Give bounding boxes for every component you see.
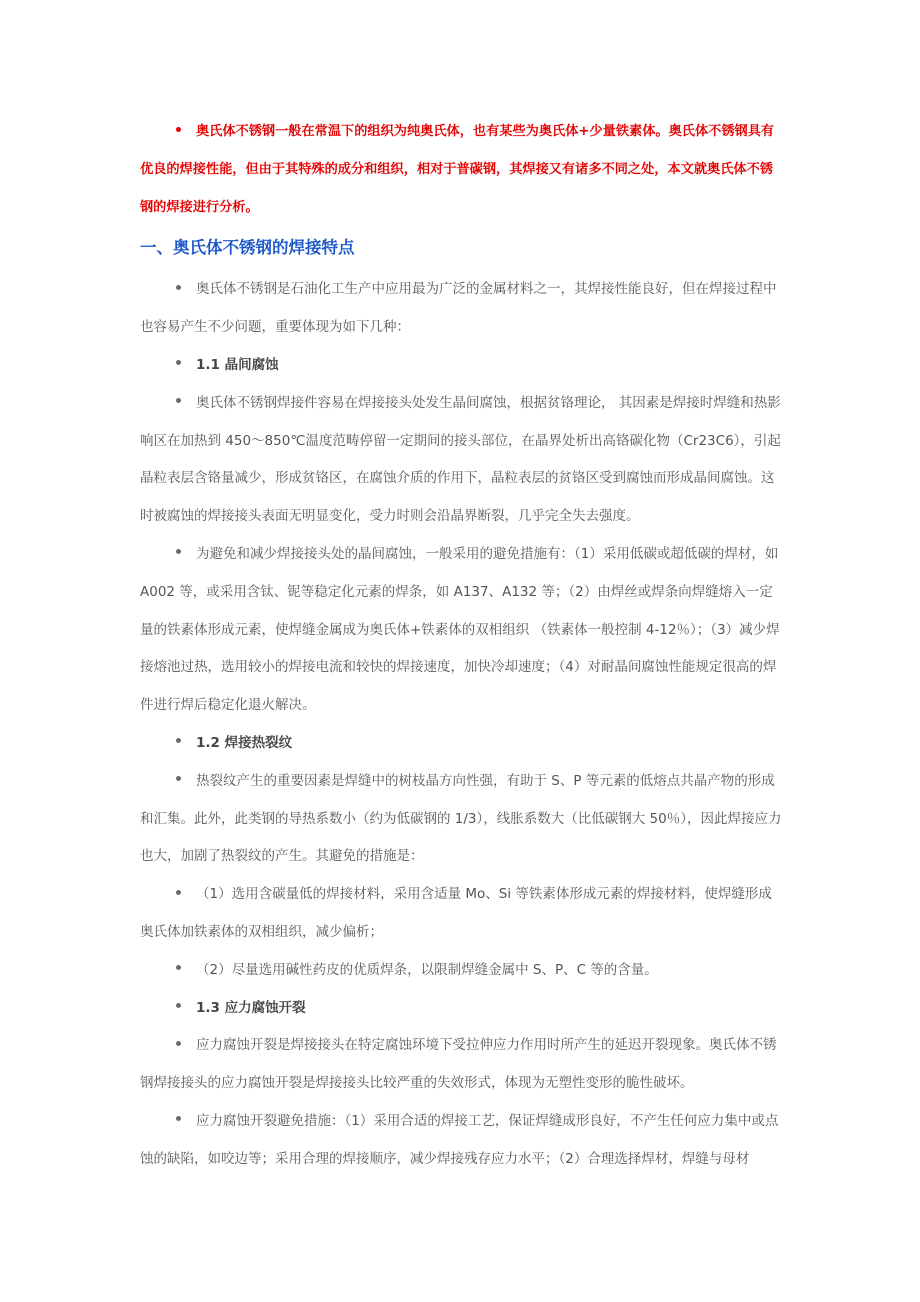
paragraph-text: 奥氏体不锈钢是石油化工生产中应用最为广泛的金属材料之一，其焊接性能良好，但在焊接过程中也容易产生不少问题，重要体现为如下几种： <box>140 281 777 336</box>
bullet-icon <box>176 398 181 403</box>
bullet-icon <box>176 1003 181 1008</box>
intro-paragraph <box>140 113 784 226</box>
paragraph-text: 为避免和减少焊接接头处的晶间腐蚀，一般采用的避免措施有：（1）采用低碳或超低碳的焊材，如 A002 等，或采用含钛、铌等稳定化元素的焊条，如 A137、A132 等；（2）由焊丝或焊条向焊缝熔入一定量的铁素体形成元素，使焊缝金属成为奥氏体+铁素体的双相组织 （铁素体一般控制 4-12％）；（3）减少焊接熔池过热，选用较小的焊接电流和较快的焊接速度，加快冷却速度；（4）对耐晶间腐蚀性能规定很高的焊件进行焊后稳定化退火解决。 <box>140 545 780 714</box>
paragraph <box>140 536 784 725</box>
bullet-icon <box>176 776 181 781</box>
paragraph <box>140 952 784 990</box>
subsection-title <box>140 347 784 385</box>
paragraph <box>140 1027 784 1103</box>
bullet-icon <box>176 738 181 743</box>
subsection-title-text: 1.2 焊接热裂纹 <box>196 734 293 751</box>
bullet-icon <box>176 890 181 895</box>
section-heading: 一、奥氏体不锈钢的焊接特点 <box>140 238 355 258</box>
paragraph <box>140 385 784 536</box>
bullet-icon <box>176 360 181 365</box>
subsection-title-text: 1.1 晶间腐蚀 <box>196 356 279 373</box>
paragraph <box>140 271 784 347</box>
bullet-icon <box>176 965 181 970</box>
subsection-title <box>140 990 784 1028</box>
paragraph-text: （1）选用含碳量低的焊接材料，采用含适量 Mo、Si 等铁素体形成元素的焊接材料，使焊缝形成奥氏体加铁素体的双相组织，减少偏析； <box>140 886 772 940</box>
bullet-icon <box>176 549 181 554</box>
bullet-icon <box>176 1041 181 1046</box>
paragraph-text: （2）尽量选用碱性药皮的优质焊条，以限制焊缝金属中 S、P、C 等的含量。 <box>196 961 658 978</box>
bullet-icon <box>176 285 181 290</box>
paragraph-text: 应力腐蚀开裂是焊接接头在特定腐蚀环境下受拉伸应力作用时所产生的延迟开裂现象。奥氏体不锈钢焊接接头的应力腐蚀开裂是焊接接头比较严重的失效形式，体现为无塑性变形的脆性破坏。 <box>140 1037 777 1092</box>
bullet-icon <box>176 1116 181 1121</box>
bullet-icon <box>176 127 181 132</box>
paragraph-text: 奥氏体不锈钢焊接件容易在焊接接头处发生晶间腐蚀，根据贫铬理论， 其因素是焊接时焊缝和热影响区在加热到 450～850℃温度范畴停留一定期间的接头部位，在晶界处析出高铬碳化物（Cr23C6），引起晶粒表层含铬量减少，形成贫铬区，在腐蚀介质的作用下，晶粒表层的贫铬区受到腐蚀而形成晶间腐蚀。这时被腐蚀的焊接接头表面无明显变化，受力时则会沿晶界断裂，几乎完全失去强度。 <box>140 394 781 525</box>
paragraph-text: 热裂纹产生的重要因素是焊缝中的树枝晶方向性强，有助于 S、P 等元素的低熔点共晶产物的形成和汇集。此外，此类钢的导热系数小（约为低碳钢的 1/3），线胀系数大（比低碳钢大 50％），因此焊接应力也大，加剧了热裂纹的产生。其避免的措施是： <box>140 772 782 865</box>
subsection-title-text: 1.3 应力腐蚀开裂 <box>196 999 306 1016</box>
paragraph <box>140 1103 784 1179</box>
subsection-title <box>140 725 784 763</box>
paragraph <box>140 876 784 952</box>
paragraph <box>140 763 784 876</box>
intro-text: 奥氏体不锈钢一般在常温下的组织为纯奥氏体，也有某些为奥氏体+少量铁素体。奥氏体不锈钢具有优良的焊接性能，但由于其特殊的成分和组织，相对于普碳钢，其焊接又有诸多不同之处，本文就奥氏体不锈钢的焊接进行分析。 <box>140 124 775 215</box>
paragraph-text: 应力腐蚀开裂避免措施：（1）采用合适的焊接工艺，保证焊缝成形良好，不产生任何应力集中或点蚀的缺陷，如咬边等；采用合理的焊接顺序，减少焊接残存应力水平；（2）合理选择焊材，焊缝与母材 <box>140 1112 779 1167</box>
document-body <box>140 113 784 1179</box>
